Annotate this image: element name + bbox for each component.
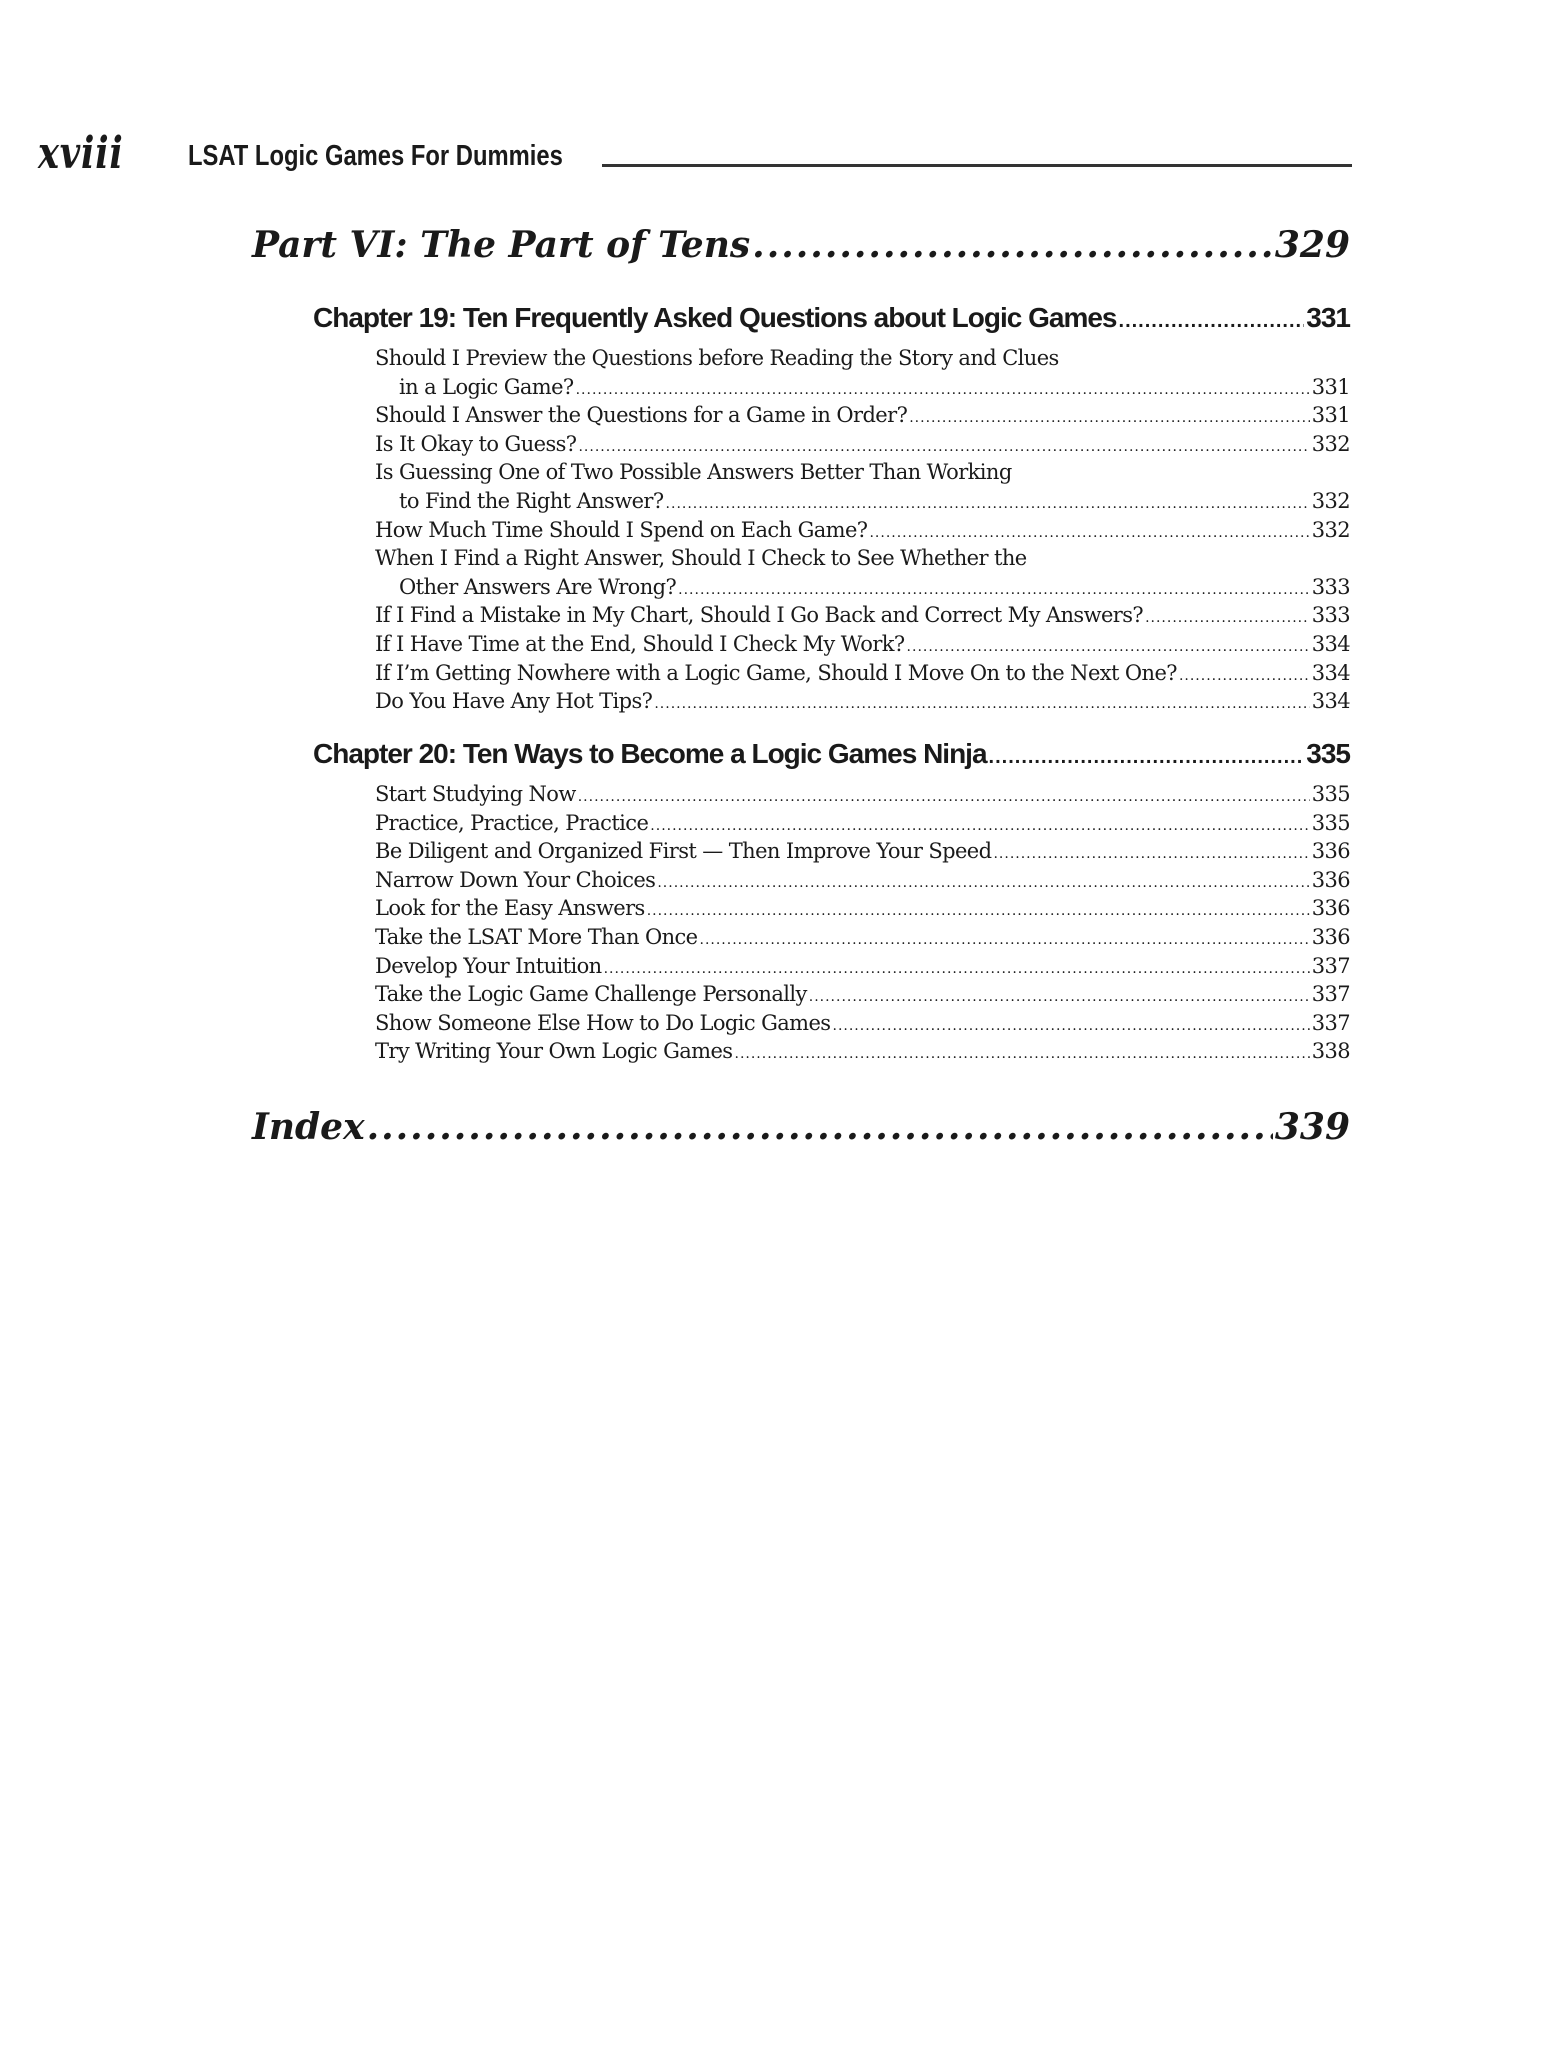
toc-chapter-text: Chapter 20: Ten Ways to Become a Logic Games Ninja xyxy=(313,738,987,769)
toc-entry[interactable] xyxy=(375,346,1350,375)
dot-leader xyxy=(1145,610,1310,626)
toc-entry[interactable] xyxy=(375,954,1350,983)
toc-entry-continued[interactable] xyxy=(399,489,1350,518)
page-number: xviii xyxy=(38,128,124,179)
toc-entry-text: Develop Your Intuition xyxy=(375,953,602,978)
page-number: 335 xyxy=(1306,738,1350,769)
part-title: Part VI: The Part of Tens xyxy=(252,224,751,266)
toc-entry-text: Is Guessing One of Two Possible Answers Better Than Working xyxy=(375,460,1012,485)
toc-entry-continued-text: Other Answers Are Wrong? xyxy=(399,574,677,599)
toc-entry-text: Should I Answer the Questions for a Game in Order? xyxy=(375,403,908,428)
toc-entry[interactable] xyxy=(375,460,1350,489)
dot-leader xyxy=(752,224,1273,266)
toc-entry-text: If I Find a Mistake in My Chart, Should I Go Back and Correct My Answers? xyxy=(375,603,1144,628)
toc-entry[interactable] xyxy=(375,632,1350,661)
toc-entry-text: Show Someone Else How to Do Logic Games xyxy=(375,1010,831,1035)
toc-entry-text: Take the Logic Game Challenge Personally xyxy=(375,982,807,1007)
toc-entry-text: Take the LSAT More Than Once xyxy=(375,925,698,949)
dot-leader xyxy=(833,1018,1310,1034)
dot-leader xyxy=(809,989,1310,1005)
dot-leader xyxy=(576,382,1310,398)
toc-entry[interactable] xyxy=(375,1011,1350,1040)
toc-entry-text: If I’m Getting Nowhere with a Logic Game, Should I Move On to the Next One? xyxy=(375,660,1177,685)
page-number: 332 xyxy=(1311,431,1350,456)
toc-entry-text: When I Find a Right Answer, Should I Check to See Whether the xyxy=(375,546,1027,571)
page-number: 338 xyxy=(1311,1039,1350,1064)
toc-entry[interactable] xyxy=(375,689,1350,718)
page-number: 331 xyxy=(1311,374,1350,399)
toc-entry-text: If I Have Time at the End, Should I Check My Work? xyxy=(375,632,905,656)
toc-entry-continued[interactable] xyxy=(399,375,1350,404)
toc-entry-text: Do You Have Any Hot Tips? xyxy=(375,689,653,714)
toc-entry-continued-text: in a Logic Game? xyxy=(399,374,574,399)
toc-entry[interactable] xyxy=(375,603,1350,632)
dot-leader xyxy=(993,846,1309,862)
toc-entry[interactable] xyxy=(375,432,1350,461)
dot-leader xyxy=(700,932,1310,948)
dot-leader xyxy=(650,818,1309,834)
page-number: 337 xyxy=(1311,982,1350,1007)
dot-leader xyxy=(1179,668,1310,684)
page-number: 336 xyxy=(1311,839,1350,864)
dot-leader xyxy=(907,639,1310,655)
page-number: 334 xyxy=(1311,660,1350,685)
page-number: 337 xyxy=(1311,1010,1350,1035)
running-head: LSAT Logic Games For Dummies xyxy=(188,140,563,172)
toc-entry[interactable] xyxy=(375,982,1350,1011)
toc-entry-text: Be Diligent and Organized First — Then Improve Your Speed xyxy=(375,839,992,864)
toc-chapter[interactable] xyxy=(313,302,1350,334)
dot-leader xyxy=(909,410,1309,426)
dot-leader xyxy=(989,746,1305,769)
page-number: 331 xyxy=(1311,403,1350,428)
dot-leader xyxy=(367,1106,1273,1148)
dot-leader xyxy=(578,439,1309,455)
page-number: 331 xyxy=(1306,302,1350,333)
dot-leader xyxy=(657,875,1309,891)
toc-chapter-text: Chapter 19: Ten Frequently Asked Questions about Logic Games xyxy=(313,302,1117,333)
toc-entry-continued[interactable] xyxy=(399,575,1350,604)
dot-leader xyxy=(578,789,1310,805)
toc-chapter[interactable] xyxy=(313,738,1350,770)
toc-entry[interactable] xyxy=(375,839,1350,868)
page-number: 332 xyxy=(1311,517,1350,542)
page-number: 335 xyxy=(1311,810,1350,835)
toc-part[interactable] xyxy=(252,224,1350,266)
toc-entry-text: Is It Okay to Guess? xyxy=(375,431,577,456)
dot-leader xyxy=(604,961,1310,977)
toc-entry[interactable] xyxy=(375,661,1350,690)
toc-entry[interactable] xyxy=(375,518,1350,547)
index-page: 339 xyxy=(1274,1106,1350,1148)
page-number: 334 xyxy=(1311,689,1350,714)
toc-entry-text: Start Studying Now xyxy=(375,782,576,806)
header-rule xyxy=(602,164,1352,167)
page-number: 333 xyxy=(1311,603,1350,628)
page-number: 334 xyxy=(1311,632,1350,656)
toc-entry[interactable] xyxy=(375,896,1350,925)
toc-index[interactable] xyxy=(252,1106,1350,1148)
toc-entry-text: Try Writing Your Own Logic Games xyxy=(375,1039,733,1064)
toc-entry-text: How Much Time Should I Spend on Each Game? xyxy=(375,517,868,542)
page-number: 336 xyxy=(1311,867,1350,892)
index-title: Index xyxy=(252,1106,365,1148)
dot-leader xyxy=(735,1046,1310,1062)
dot-leader xyxy=(1119,310,1305,333)
toc-entry-text: Look for the Easy Answers xyxy=(375,896,645,921)
dot-leader xyxy=(654,696,1309,712)
part-page: 329 xyxy=(1274,224,1350,266)
toc-entry[interactable] xyxy=(375,546,1350,575)
toc-entry-text: Should I Preview the Questions before Reading the Story and Clues xyxy=(375,346,1059,370)
page-number: 336 xyxy=(1311,896,1350,921)
toc-entry-text: Practice, Practice, Practice xyxy=(375,810,649,835)
toc-entry-continued-text: to Find the Right Answer? xyxy=(399,489,664,513)
dot-leader xyxy=(647,903,1310,919)
toc-entry-text: Narrow Down Your Choices xyxy=(375,867,656,892)
toc-entry[interactable] xyxy=(375,782,1350,811)
dot-leader xyxy=(666,496,1310,512)
page-number: 332 xyxy=(1311,489,1350,513)
toc-entry[interactable] xyxy=(375,1039,1350,1068)
toc-entry[interactable] xyxy=(375,925,1350,954)
page-number: 337 xyxy=(1311,953,1350,978)
page-number: 333 xyxy=(1311,574,1350,599)
dot-leader xyxy=(678,582,1310,598)
toc-entry[interactable] xyxy=(375,868,1350,897)
page-number: 335 xyxy=(1311,782,1350,806)
toc-entry[interactable] xyxy=(375,811,1350,840)
page-number: 336 xyxy=(1311,925,1350,949)
dot-leader xyxy=(869,525,1309,541)
toc-entry[interactable] xyxy=(375,403,1350,432)
